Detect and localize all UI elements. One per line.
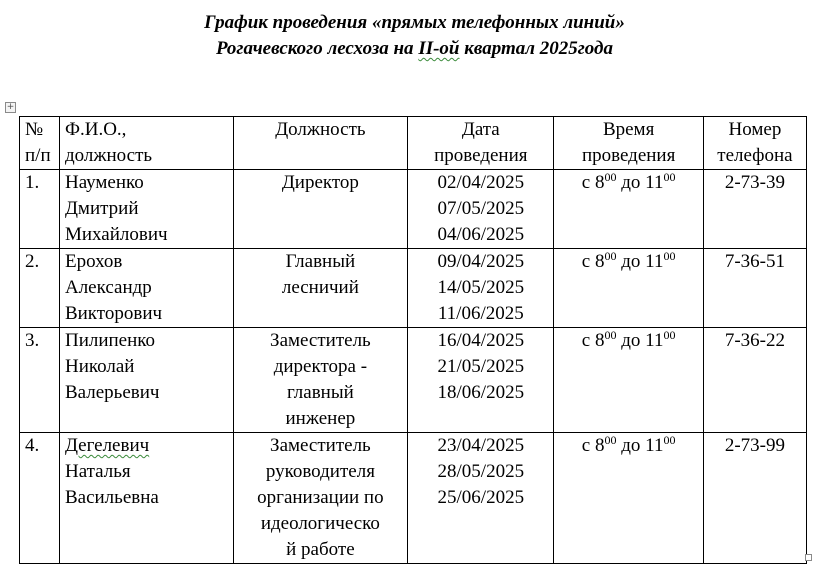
cell-position bbox=[233, 433, 408, 564]
position-line: инженер bbox=[285, 408, 356, 429]
position-line: Заместитель bbox=[270, 435, 371, 456]
date-value: 07/05/2025 bbox=[437, 198, 525, 219]
cell-position bbox=[233, 170, 408, 249]
time-prefix: с 8 bbox=[581, 435, 605, 456]
header-number-line: № bbox=[25, 119, 44, 140]
document-title-line-2 bbox=[0, 38, 829, 60]
cell-phone: 7-36-22 bbox=[703, 328, 806, 433]
position-line: й работе bbox=[286, 539, 355, 560]
cell-time bbox=[554, 433, 703, 564]
cell-phone: 7-36-51 bbox=[703, 249, 806, 328]
cell-dates bbox=[408, 170, 554, 249]
name-line: Викторович bbox=[64, 303, 163, 324]
name-line: Александр bbox=[64, 277, 152, 298]
header-name-line: Ф.И.О., bbox=[64, 119, 127, 140]
position-line: Главный bbox=[285, 251, 356, 272]
cell-number: 3. bbox=[20, 328, 60, 433]
time-prefix: с 8 bbox=[581, 172, 605, 193]
date-value: 09/04/2025 bbox=[437, 251, 525, 272]
time-middle: до 11 bbox=[616, 251, 664, 272]
header-phone-line: Номер bbox=[728, 119, 782, 140]
date-value: 23/04/2025 bbox=[437, 435, 525, 456]
cell-time bbox=[554, 328, 703, 433]
position-line: Заместитель bbox=[270, 330, 371, 351]
time-middle: до 11 bbox=[616, 330, 664, 351]
name-spellcheck-marked: Дегелевич bbox=[64, 435, 150, 456]
cell-dates bbox=[408, 249, 554, 328]
header-name bbox=[59, 117, 233, 170]
name-line: Михайлович bbox=[64, 224, 168, 245]
header-number bbox=[20, 117, 60, 170]
position-line: идеологическо bbox=[260, 513, 380, 534]
name-line: Пилипенко bbox=[64, 330, 156, 351]
time-start-sup: 00 bbox=[604, 249, 617, 263]
title-text-2b: квартал 2025года bbox=[459, 38, 613, 59]
title-text-2a: Рогачевского лесхоза на bbox=[216, 38, 419, 59]
table-header-row bbox=[20, 117, 807, 170]
date-value: 02/04/2025 bbox=[437, 172, 525, 193]
date-value: 11/06/2025 bbox=[437, 303, 524, 324]
title-text-1: График проведения «прямых телефонных линий» bbox=[204, 12, 625, 33]
table-move-handle-icon[interactable]: + bbox=[6, 102, 15, 112]
cell-number: 4. bbox=[20, 433, 60, 564]
table-row bbox=[20, 249, 807, 328]
name-line: Науменко bbox=[64, 172, 144, 193]
schedule-table bbox=[19, 116, 807, 564]
cell-position bbox=[233, 328, 408, 433]
header-time-line: проведения bbox=[581, 145, 676, 166]
header-time bbox=[554, 117, 703, 170]
document-title-line-1 bbox=[0, 12, 829, 34]
position-line: лесничий bbox=[281, 277, 359, 298]
time-end-sup: 00 bbox=[663, 249, 676, 263]
header-date-line: проведения bbox=[434, 145, 528, 166]
name-line: Наталья bbox=[64, 461, 131, 482]
date-value: 21/05/2025 bbox=[437, 356, 525, 377]
time-end-sup: 00 bbox=[663, 328, 676, 342]
name-line: Васильевна bbox=[64, 487, 159, 508]
position-line: руководителя bbox=[265, 461, 375, 482]
time-end-sup: 00 bbox=[663, 433, 676, 447]
cell-time bbox=[554, 170, 703, 249]
table-row bbox=[20, 170, 807, 249]
cell-phone: 2-73-39 bbox=[703, 170, 806, 249]
table-row bbox=[20, 433, 807, 564]
date-value: 04/06/2025 bbox=[437, 224, 525, 245]
cell-name bbox=[59, 328, 233, 433]
cell-number: 1. bbox=[20, 170, 60, 249]
position-line: главный bbox=[286, 382, 354, 403]
cell-name bbox=[59, 170, 233, 249]
name-line: Николай bbox=[64, 356, 135, 377]
header-date bbox=[408, 117, 554, 170]
table-row bbox=[20, 328, 807, 433]
name-line: Валерьевич bbox=[64, 382, 160, 403]
date-value: 16/04/2025 bbox=[437, 330, 525, 351]
position-line: организации по bbox=[257, 487, 384, 508]
header-name-line: должность bbox=[64, 145, 153, 166]
cell-time bbox=[554, 249, 703, 328]
cell-phone: 2-73-99 bbox=[703, 433, 806, 564]
time-prefix: с 8 bbox=[581, 330, 605, 351]
cell-name bbox=[59, 249, 233, 328]
name-line bbox=[65, 433, 228, 459]
title-text-2-spellcheck-marked: II-ой bbox=[418, 38, 460, 59]
name-line: Ерохов bbox=[64, 251, 123, 272]
header-position-line: Должность bbox=[275, 119, 366, 140]
time-end-sup: 00 bbox=[663, 170, 676, 184]
date-value: 25/06/2025 bbox=[437, 487, 525, 508]
cell-dates bbox=[408, 328, 554, 433]
time-middle: до 11 bbox=[616, 435, 664, 456]
header-phone bbox=[703, 117, 806, 170]
time-start-sup: 00 bbox=[604, 433, 617, 447]
header-date-line: Дата bbox=[461, 119, 500, 140]
position-line: Директор bbox=[281, 172, 359, 193]
name-line: Дмитрий bbox=[64, 198, 139, 219]
header-phone-line: телефона bbox=[717, 145, 793, 166]
time-start-sup: 00 bbox=[604, 328, 617, 342]
time-start-sup: 00 bbox=[604, 170, 617, 184]
date-value: 28/05/2025 bbox=[437, 461, 525, 482]
time-middle: до 11 bbox=[616, 172, 664, 193]
header-number-line: п/п bbox=[25, 145, 51, 166]
header-position bbox=[233, 117, 408, 170]
table-resize-handle[interactable] bbox=[805, 554, 812, 561]
position-line: директора - bbox=[273, 356, 368, 377]
cell-number: 2. bbox=[20, 249, 60, 328]
date-value: 18/06/2025 bbox=[437, 382, 525, 403]
time-prefix: с 8 bbox=[581, 251, 605, 272]
cell-position bbox=[233, 249, 408, 328]
date-value: 14/05/2025 bbox=[437, 277, 525, 298]
header-time-line: Время bbox=[602, 119, 655, 140]
cell-name bbox=[59, 433, 233, 564]
cell-dates bbox=[408, 433, 554, 564]
